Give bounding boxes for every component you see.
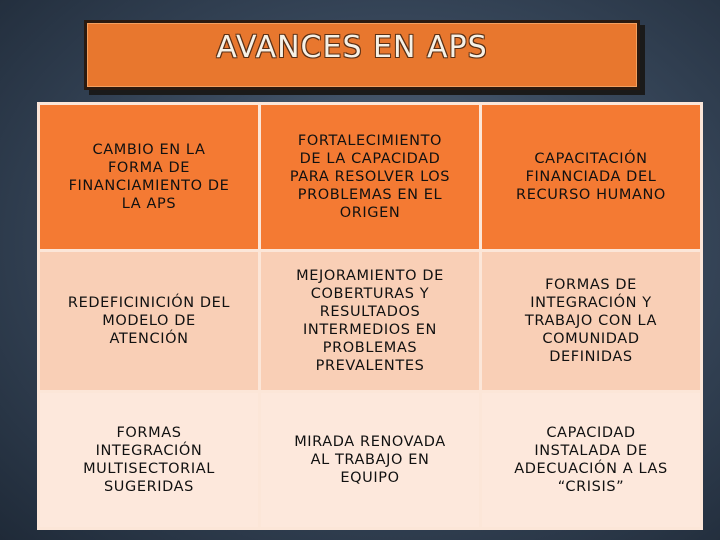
table-cell — [482, 252, 700, 390]
cell-text: MEJORAMIENTO DE COBERTURAS Y RESULTADOS INTERMEDIOS EN PROBLEMAS PREVALENTES — [296, 268, 444, 374]
cell-text: REDEFICINICIÓN DEL MODELO DE ATENCIÓN — [67, 295, 231, 347]
cell-text: CAPACIDAD INSTALADA DE ADECUACIÓN A LAS “CRISIS” — [514, 425, 668, 495]
table-cell — [261, 252, 479, 390]
table-cell — [40, 252, 258, 390]
table-cell — [40, 393, 258, 527]
table-cell — [261, 105, 479, 249]
cell-text: CAMBIO EN LA FORMA DE FINANCIAMIENTO DE LA APS — [68, 142, 230, 212]
table-cell — [40, 105, 258, 249]
slide-title: AVANCES EN APS — [216, 29, 488, 65]
table-cell — [482, 393, 700, 527]
title-banner — [84, 20, 640, 90]
cell-text: MIRADA RENOVADA AL TRABAJO EN EQUIPO — [294, 434, 446, 486]
table-cell — [261, 393, 479, 527]
table-row — [40, 393, 700, 527]
cell-text: FORMAS INTEGRACIÓN MULTISECTORIAL SUGERIDAS — [83, 425, 215, 495]
advances-table — [37, 102, 685, 520]
cell-text: CAPACITACIÓN FINANCIADA DEL RECURSO HUMANO — [516, 151, 666, 203]
table-cell — [482, 105, 700, 249]
cell-text: FORMAS DE INTEGRACIÓN Y TRABAJO CON LA COMUNIDAD DEFINIDAS — [524, 277, 658, 365]
advances-table-grid — [37, 102, 703, 530]
cell-text: FORTALECIMIENTO DE LA CAPACIDAD PARA RESOLVER LOS PROBLEMAS EN EL ORIGEN — [289, 133, 451, 221]
table-row — [40, 252, 700, 390]
table-row — [40, 105, 700, 249]
